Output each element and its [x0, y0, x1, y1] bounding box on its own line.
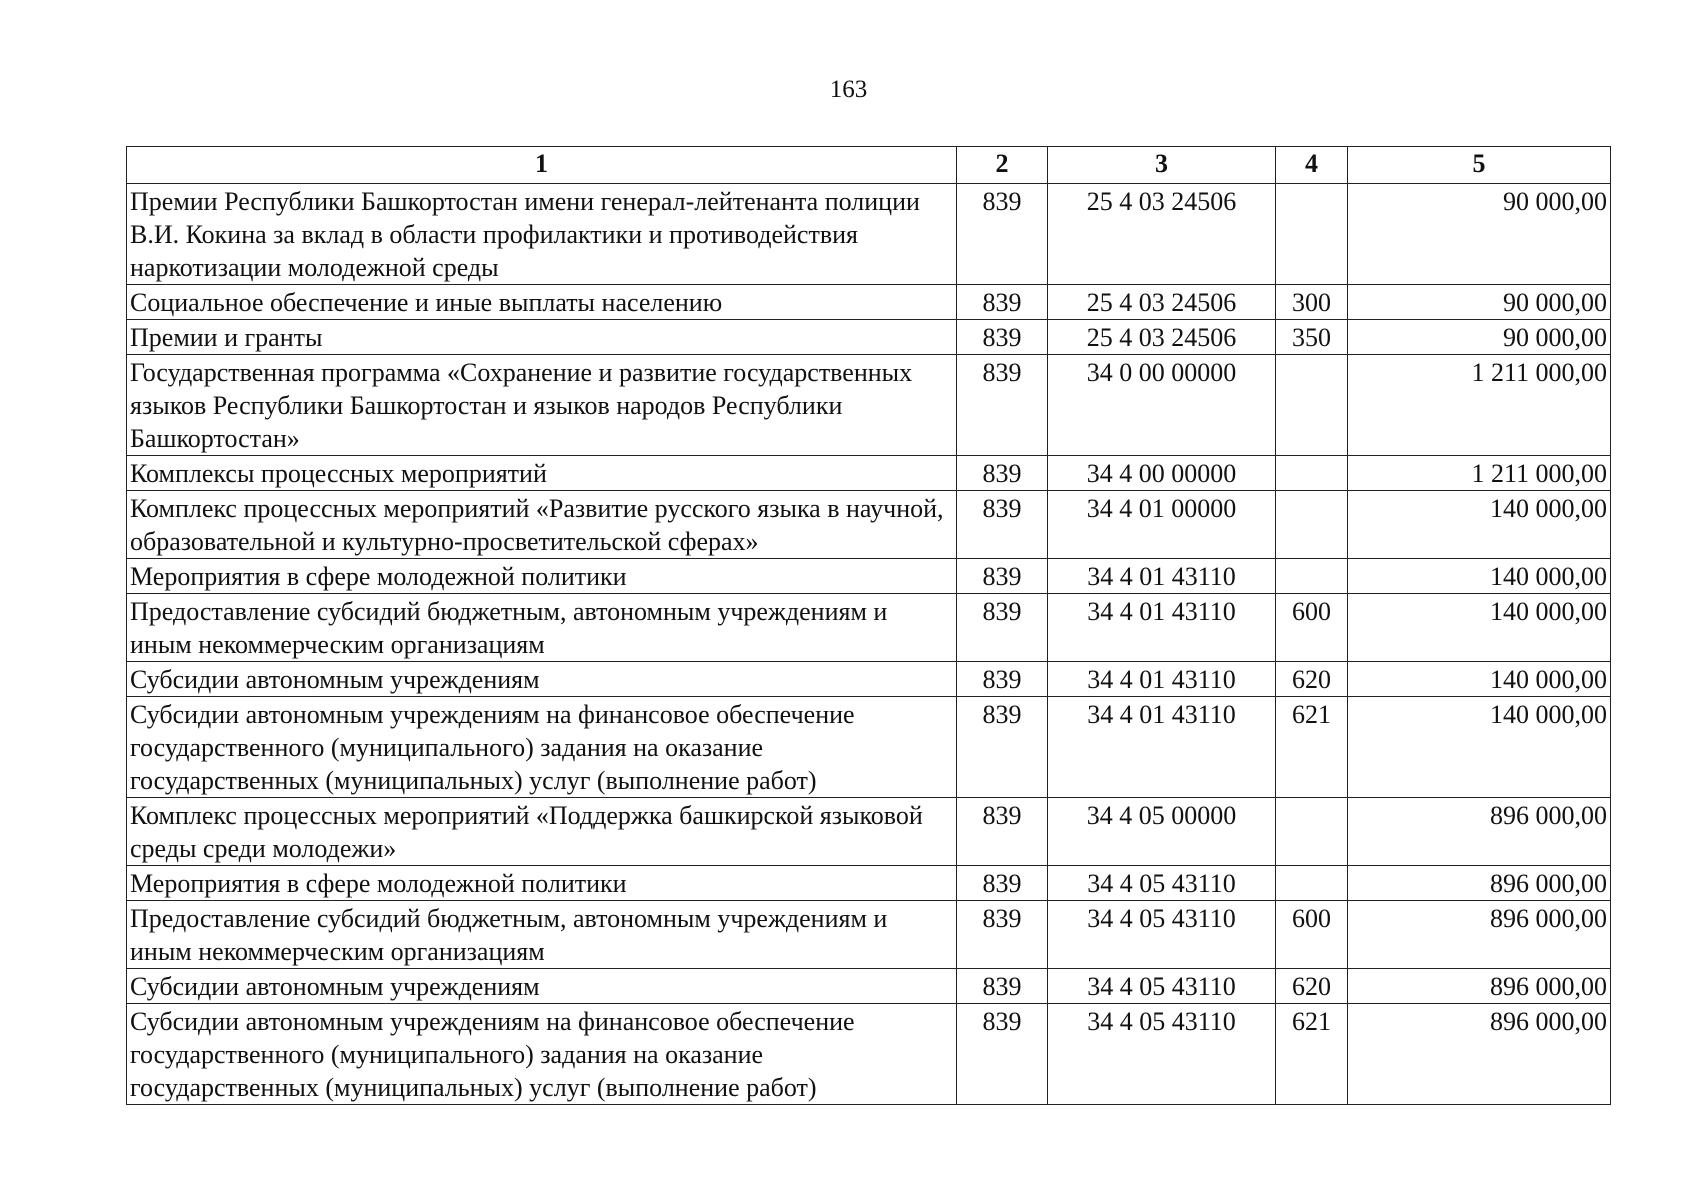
row-amount-cell: 140 000,00	[1348, 697, 1611, 798]
row-code-cell: 839	[957, 901, 1048, 969]
row-code-cell: 839	[957, 559, 1048, 594]
table-row	[127, 456, 1611, 491]
row-name-cell: Комплексы процессных мероприятий	[127, 456, 957, 491]
row-target-article-cell: 34 4 05 43110	[1048, 1004, 1276, 1105]
table-row	[127, 594, 1611, 662]
row-name-cell: Комплекс процессных мероприятий «Поддержка башкирской языковой среды среди молодежи»	[127, 798, 957, 866]
row-name-cell: Мероприятия в сфере молодежной политики	[127, 559, 957, 594]
table-header-row	[127, 147, 1611, 184]
row-name-cell: Мероприятия в сфере молодежной политики	[127, 866, 957, 901]
row-amount-cell: 1 211 000,00	[1348, 355, 1611, 456]
page-number: 163	[829, 76, 868, 103]
row-target-article-cell: 25 4 03 24506	[1048, 285, 1276, 320]
row-expense-type-cell	[1276, 491, 1348, 559]
row-code-cell: 839	[957, 798, 1048, 866]
row-amount-cell: 140 000,00	[1348, 662, 1611, 697]
row-code-cell: 839	[957, 1004, 1048, 1105]
table-row	[127, 355, 1611, 456]
row-name-cell: Комплекс процессных мероприятий «Развитие русского языка в научной, образовательной и культурно-просветительской сферах»	[127, 491, 957, 559]
row-code-cell: 839	[957, 184, 1048, 285]
row-code-cell: 839	[957, 969, 1048, 1004]
row-code-cell: 839	[957, 594, 1048, 662]
column-header-4: 4	[1276, 147, 1348, 184]
row-code-cell: 839	[957, 320, 1048, 355]
row-amount-cell: 896 000,00	[1348, 969, 1611, 1004]
row-amount-cell: 896 000,00	[1348, 798, 1611, 866]
row-expense-type-cell	[1276, 184, 1348, 285]
table-row	[127, 866, 1611, 901]
row-target-article-cell: 34 4 01 43110	[1048, 697, 1276, 798]
row-expense-type-cell: 621	[1276, 697, 1348, 798]
row-code-cell: 839	[957, 491, 1048, 559]
row-target-article-cell: 34 4 00 00000	[1048, 456, 1276, 491]
column-header-1: 1	[127, 147, 957, 184]
row-target-article-cell: 34 4 05 43110	[1048, 969, 1276, 1004]
table-row	[127, 901, 1611, 969]
row-expense-type-cell: 620	[1276, 662, 1348, 697]
row-expense-type-cell: 350	[1276, 320, 1348, 355]
row-target-article-cell: 34 4 01 43110	[1048, 594, 1276, 662]
table-row	[127, 662, 1611, 697]
row-code-cell: 839	[957, 456, 1048, 491]
row-amount-cell: 140 000,00	[1348, 491, 1611, 559]
table-row	[127, 1004, 1611, 1105]
row-target-article-cell: 25 4 03 24506	[1048, 184, 1276, 285]
column-header-5: 5	[1348, 147, 1611, 184]
row-expense-type-cell	[1276, 866, 1348, 901]
row-code-cell: 839	[957, 662, 1048, 697]
row-target-article-cell: 34 4 01 43110	[1048, 662, 1276, 697]
table-row	[127, 697, 1611, 798]
row-expense-type-cell: 300	[1276, 285, 1348, 320]
column-header-2: 2	[957, 147, 1048, 184]
row-amount-cell: 90 000,00	[1348, 320, 1611, 355]
row-name-cell: Социальное обеспечение и иные выплаты населению	[127, 285, 957, 320]
row-target-article-cell: 34 4 05 43110	[1048, 901, 1276, 969]
table-body	[127, 184, 1611, 1105]
table-row	[127, 969, 1611, 1004]
row-code-cell: 839	[957, 697, 1048, 798]
row-amount-cell: 896 000,00	[1348, 866, 1611, 901]
row-amount-cell: 90 000,00	[1348, 184, 1611, 285]
row-expense-type-cell	[1276, 798, 1348, 866]
row-target-article-cell: 34 0 00 00000	[1048, 355, 1276, 456]
row-expense-type-cell	[1276, 355, 1348, 456]
budget-table	[126, 146, 1611, 1105]
row-expense-type-cell: 620	[1276, 969, 1348, 1004]
table-row	[127, 559, 1611, 594]
row-name-cell: Предоставление субсидий бюджетным, автономным учреждениям и иным некоммерческим организациям	[127, 901, 957, 969]
row-target-article-cell: 34 4 05 00000	[1048, 798, 1276, 866]
row-amount-cell: 140 000,00	[1348, 559, 1611, 594]
row-name-cell: Государственная программа «Сохранение и развитие государственных языков Республики Башкортостан и языков народов Республики Башкортостан»	[127, 355, 957, 456]
row-name-cell: Субсидии автономным учреждениям на финансовое обеспечение государственного (муниципального) задания на оказание государственных (муниципальных) услуг (выполнение работ)	[127, 1004, 957, 1105]
row-expense-type-cell: 600	[1276, 901, 1348, 969]
row-amount-cell: 896 000,00	[1348, 1004, 1611, 1105]
row-expense-type-cell	[1276, 559, 1348, 594]
row-expense-type-cell: 621	[1276, 1004, 1348, 1105]
row-code-cell: 839	[957, 285, 1048, 320]
table-row	[127, 798, 1611, 866]
table-row	[127, 320, 1611, 355]
row-expense-type-cell: 600	[1276, 594, 1348, 662]
row-name-cell: Субсидии автономным учреждениям	[127, 662, 957, 697]
row-name-cell: Субсидии автономным учреждениям на финансовое обеспечение государственного (муниципального) задания на оказание государственных (муниципальных) услуг (выполнение работ)	[127, 697, 957, 798]
row-name-cell: Субсидии автономным учреждениям	[127, 969, 957, 1004]
row-target-article-cell: 25 4 03 24506	[1048, 320, 1276, 355]
row-amount-cell: 140 000,00	[1348, 594, 1611, 662]
row-code-cell: 839	[957, 355, 1048, 456]
row-expense-type-cell	[1276, 456, 1348, 491]
table-row	[127, 285, 1611, 320]
row-amount-cell: 1 211 000,00	[1348, 456, 1611, 491]
row-name-cell: Предоставление субсидий бюджетным, автономным учреждениям и иным некоммерческим организациям	[127, 594, 957, 662]
table-row	[127, 184, 1611, 285]
row-target-article-cell: 34 4 05 43110	[1048, 866, 1276, 901]
row-target-article-cell: 34 4 01 00000	[1048, 491, 1276, 559]
table-row	[127, 491, 1611, 559]
row-code-cell: 839	[957, 866, 1048, 901]
row-amount-cell: 896 000,00	[1348, 901, 1611, 969]
row-amount-cell: 90 000,00	[1348, 285, 1611, 320]
row-name-cell: Премии и гранты	[127, 320, 957, 355]
row-name-cell: Премии Республики Башкортостан имени генерал-лейтенанта полиции В.И. Кокина за вклад в области профилактики и противодействия наркотизации молодежной среды	[127, 184, 957, 285]
column-header-3: 3	[1048, 147, 1276, 184]
row-target-article-cell: 34 4 01 43110	[1048, 559, 1276, 594]
